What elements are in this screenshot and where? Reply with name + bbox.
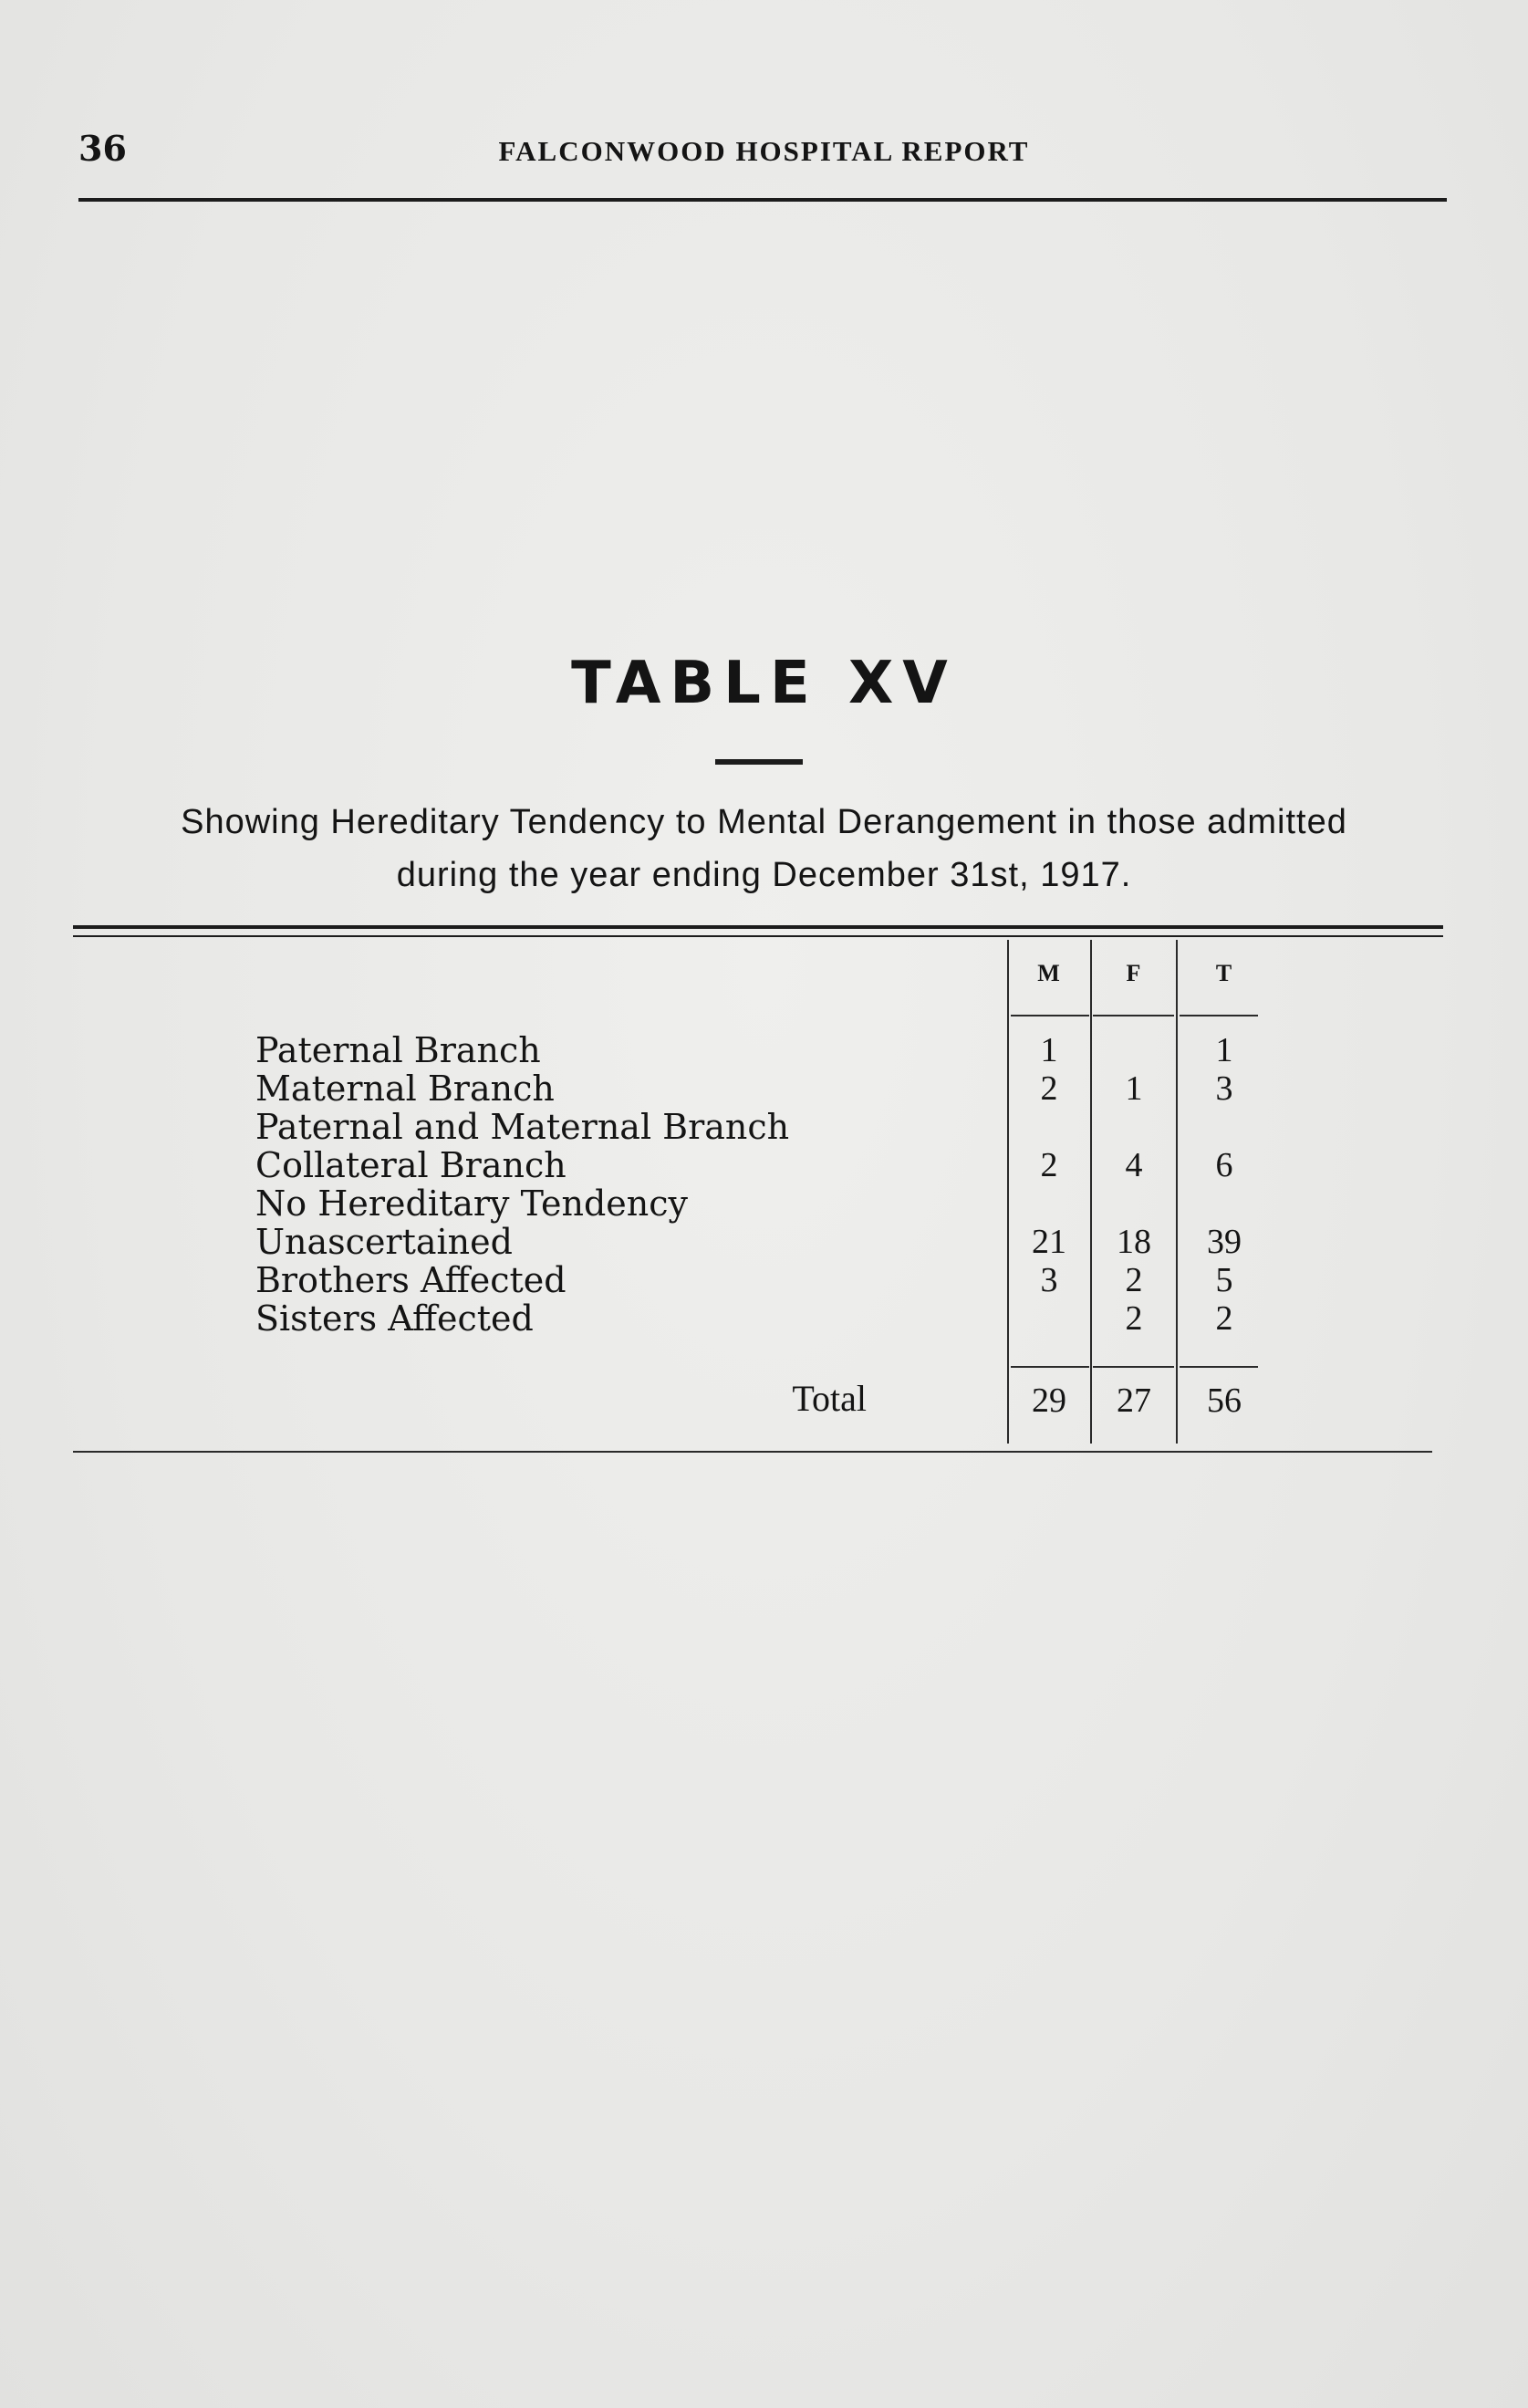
total-rule-t [1180,1366,1258,1368]
row-label: Maternal Branch [255,1068,555,1109]
title-dash [715,759,803,765]
table-row [255,1069,1259,1108]
cell-m: 1 [1040,1031,1058,1069]
table-row [255,1031,1259,1069]
cell-t: 5 [1215,1261,1233,1299]
table-row [255,1299,1259,1338]
table-row [255,1261,1259,1299]
row-label: Paternal and Maternal Branch [255,1107,790,1147]
column-header-m: M [1037,960,1061,986]
row-label: Paternal Branch [255,1030,541,1070]
table-title: TABLE XV [571,650,957,717]
row-label: Brothers Affected [255,1260,567,1300]
cell-t: 39 [1207,1223,1242,1261]
row-label: Unascertained [255,1222,513,1262]
cell-f: 2 [1125,1299,1143,1338]
table-body [255,1031,1259,1338]
subtitle-line-1: Showing Hereditary Tendency to Mental Derangement in those admitted [181,803,1347,841]
cell-m: 2 [1040,1146,1058,1184]
table-row [255,1223,1259,1261]
total-rule-f [1093,1366,1174,1368]
total-f: 27 [1117,1381,1151,1420]
cell-m: 2 [1040,1069,1058,1108]
row-label: Sisters Affected [255,1298,534,1339]
cell-f: 1 [1125,1069,1143,1108]
running-title: FALCONWOOD HOSPITAL REPORT [498,135,1030,167]
row-label: No Hereditary Tendency [255,1183,688,1224]
cell-t: 6 [1215,1146,1233,1184]
table-subtitle [82,796,1446,902]
cell-f: 18 [1117,1223,1151,1261]
table-bottom-rule [73,1451,1432,1453]
table-row [255,1108,1259,1146]
cell-f: 2 [1125,1261,1143,1299]
table-top-rule [73,925,1443,929]
total-m: 29 [1032,1381,1066,1420]
header-underline-t [1180,1015,1258,1016]
total-label: Total [792,1378,867,1419]
cell-m: 21 [1032,1223,1066,1261]
table-row [255,1146,1259,1184]
table-row [255,1184,1259,1223]
header-underline-f [1093,1015,1174,1016]
column-header-t: T [1215,960,1233,986]
table-top-rule-thin [73,935,1443,937]
row-label: Collateral Branch [255,1145,567,1185]
header-rule [78,198,1447,202]
subtitle-line-2: during the year ending December 31st, 1917. [396,856,1132,894]
page-number: 36 [78,128,127,169]
header-underline-m [1011,1015,1089,1016]
cell-t: 3 [1215,1069,1233,1108]
cell-t: 1 [1215,1031,1233,1069]
cell-m: 3 [1040,1261,1058,1299]
column-header-f: F [1126,960,1142,986]
cell-f: 4 [1125,1146,1143,1184]
total-rule-m [1011,1366,1089,1368]
cell-t: 2 [1215,1299,1233,1338]
total-t: 56 [1207,1381,1242,1420]
